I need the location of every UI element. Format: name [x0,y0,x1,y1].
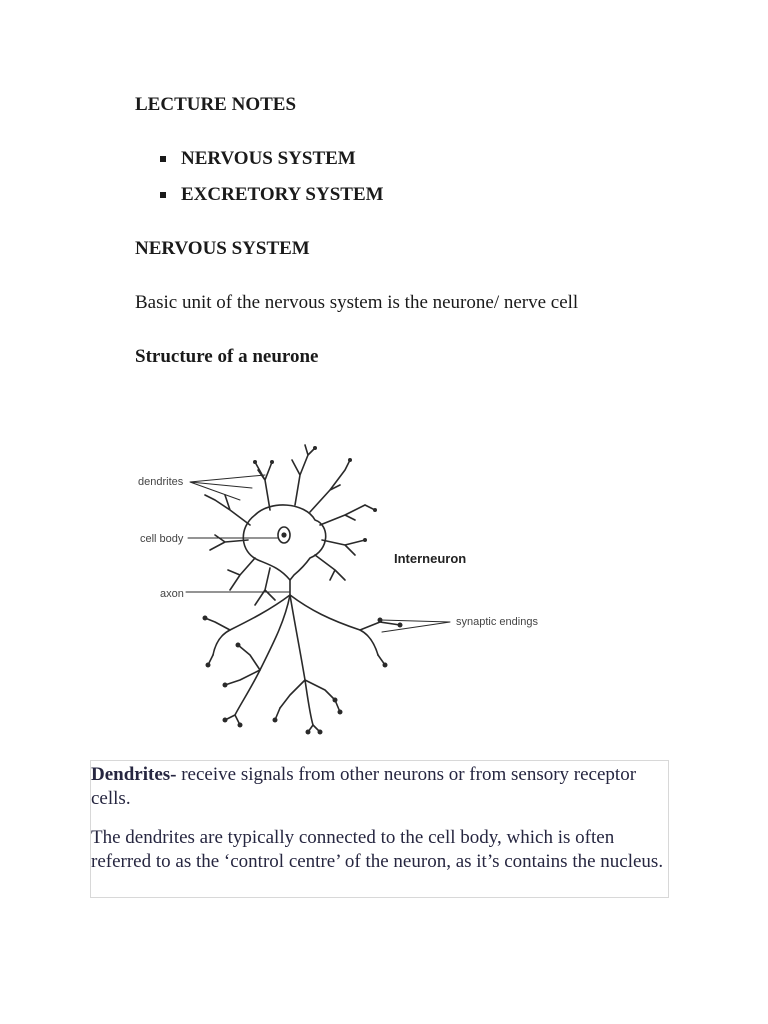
dendrites-definition [91,763,668,811]
structure-title: Structure of a neurone [135,346,319,367]
bullet-square-icon [160,192,166,198]
page-heading: LECTURE NOTES [135,94,297,115]
figure-title: Interneuron [394,551,467,566]
neuron-figure [130,440,550,740]
label-dendrites: dendrites [138,476,184,488]
label-cell-body: cell body [140,533,184,545]
dendrites-paragraph: The dendrites are typically connected to the cell body, which is often referred to as the ‘control centre’ of the neuron, as it’s contains the nucleus. [91,827,664,872]
neuron-diagram [130,440,550,740]
definition-text: receive signals from other neurons or from sensory receptor cells. [91,764,637,809]
definition-box [90,760,669,898]
bullet-square-icon [160,156,166,162]
label-synaptic-endings: synaptic endings [456,616,538,628]
term-dendrites: Dendrites- [91,764,177,785]
topic-item-label: EXCRETORY SYSTEM [181,184,384,205]
label-axon: axon [160,588,184,600]
topic-item-label: NERVOUS SYSTEM [181,148,356,169]
section-title: NERVOUS SYSTEM [135,238,310,259]
intro-text: Basic unit of the nervous system is the neurone/ nerve cell [135,292,579,313]
